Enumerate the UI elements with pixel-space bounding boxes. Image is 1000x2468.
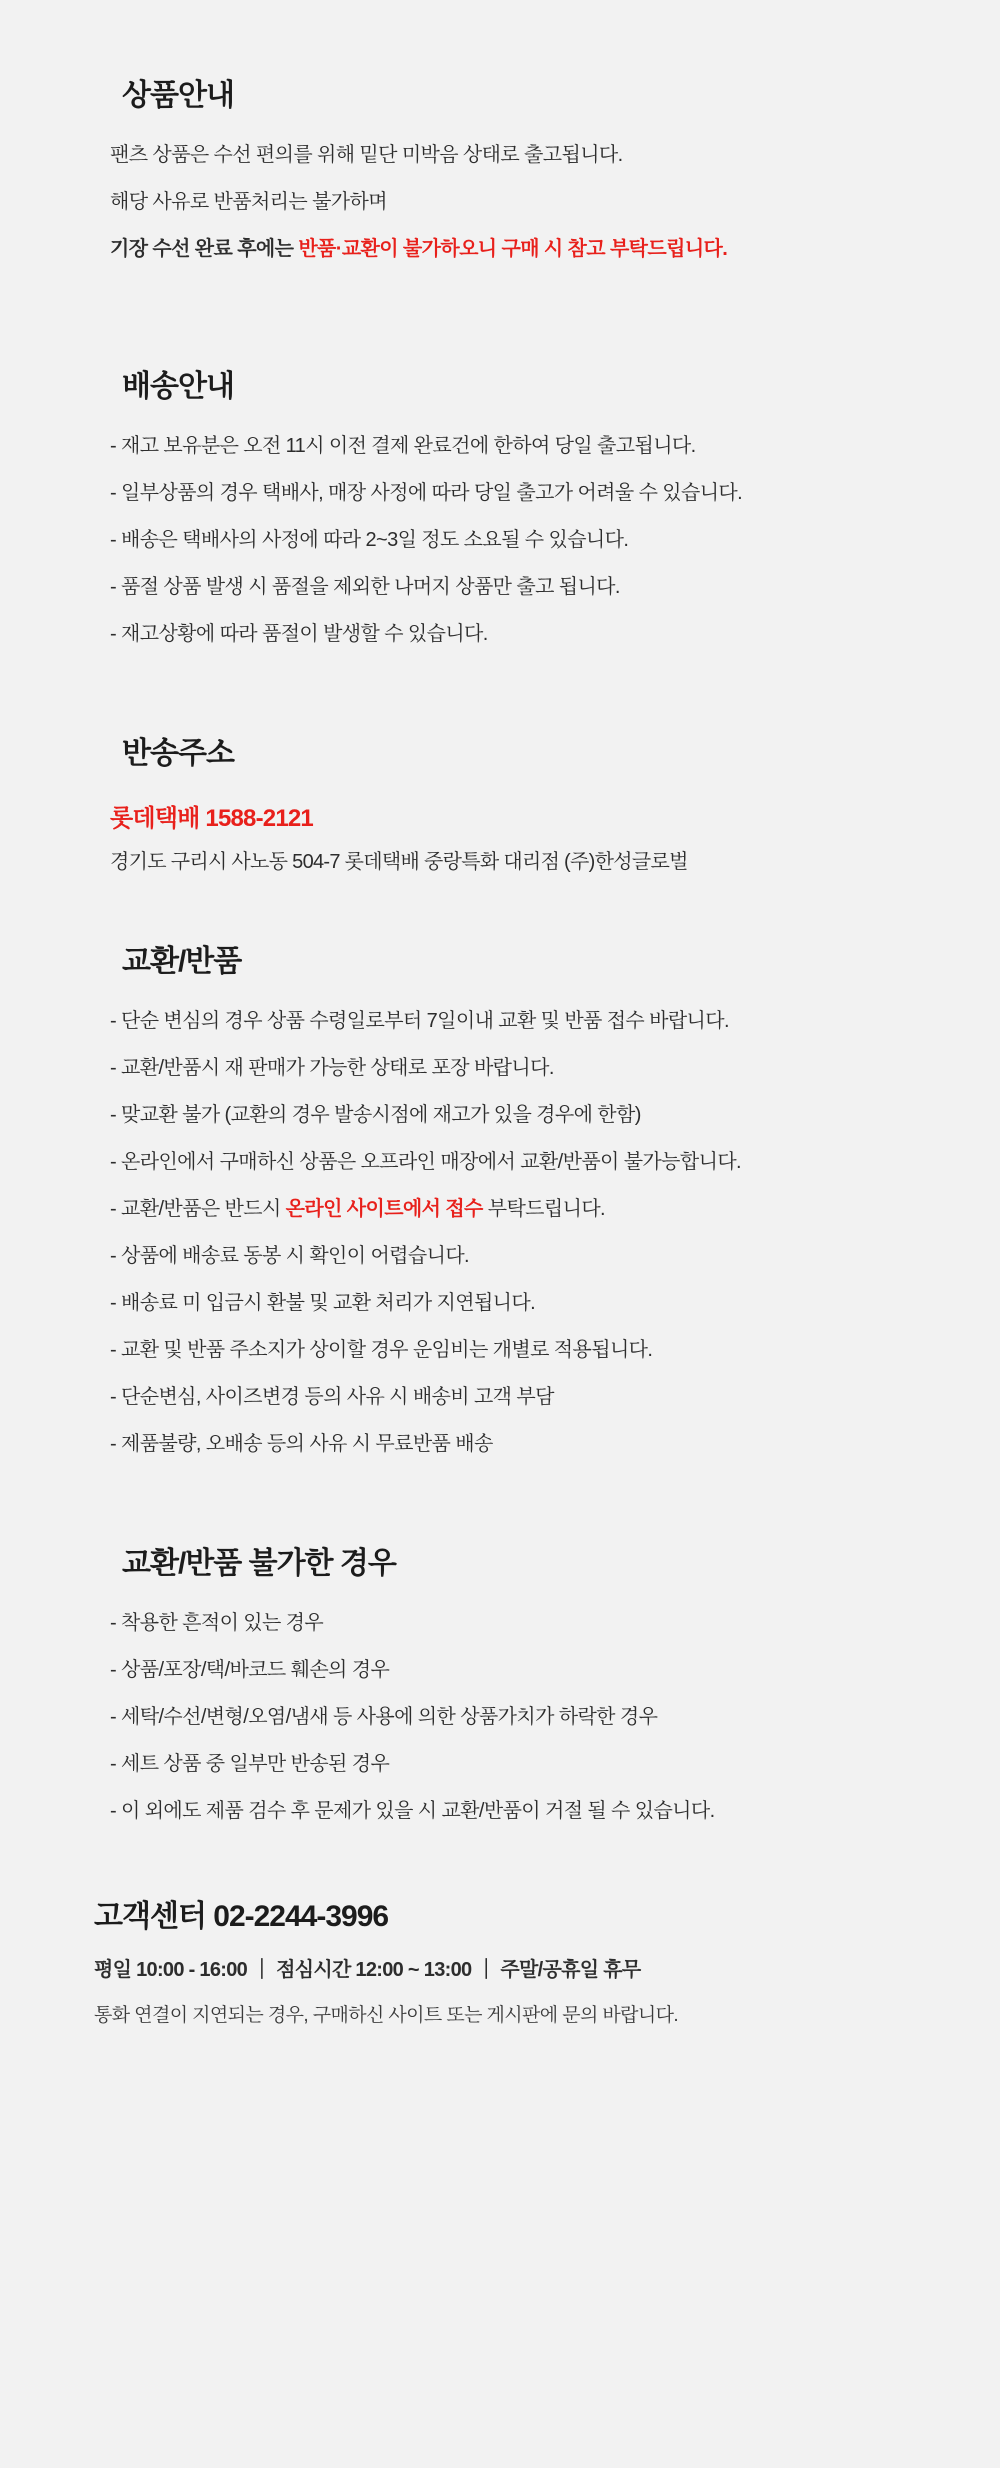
exchange-item: - 상품에 배송료 동봉 시 확인이 어렵습니다. bbox=[110, 1245, 469, 1267]
exchange-item: - 온라인에서 구매하신 상품은 오프라인 매장에서 교환/반품이 불가능합니다. bbox=[110, 1151, 741, 1173]
product-notice-line-3-prefix: 기장 수선 완료 후에는 bbox=[110, 238, 299, 260]
section-shipping bbox=[110, 361, 910, 650]
product-notice-line-2: 해당 사유로 반품처리는 불가하며 bbox=[110, 191, 387, 213]
section-return-address bbox=[110, 728, 910, 874]
section-not-allowed bbox=[110, 1538, 910, 1827]
section-customer-center bbox=[94, 1891, 910, 2027]
product-notice-line-3 bbox=[110, 234, 910, 265]
not-allowed-item: - 상품/포장/택/바코드 훼손의 경우 bbox=[110, 1659, 390, 1681]
courier-phone: 롯데택배 1588-2121 bbox=[110, 805, 313, 832]
section-exchange-return bbox=[110, 936, 910, 1460]
shipping-item: - 재고상황에 따라 품절이 발생할 수 있습니다. bbox=[110, 623, 488, 645]
not-allowed-heading: 교환/반품 불가한 경우 bbox=[122, 1547, 396, 1580]
customer-center-note: 통화 연결이 지연되는 경우, 구매하신 사이트 또는 게시판에 문의 바랍니다. bbox=[94, 2005, 679, 2026]
exchange-item: - 맞교환 불가 (교환의 경우 발송시점에 재고가 있을 경우에 한함) bbox=[110, 1104, 641, 1126]
exchange-item-online-highlight: 온라인 사이트에서 접수 bbox=[285, 1198, 483, 1220]
exchange-item: - 교환/반품시 재 판매가 가능한 상태로 포장 바랍니다. bbox=[110, 1057, 554, 1079]
exchange-item: - 단순 변심의 경우 상품 수령일로부터 7일이내 교환 및 반품 접수 바랍니다. bbox=[110, 1010, 729, 1032]
product-notice-heading: 상품안내 bbox=[122, 79, 234, 112]
shipping-item: - 일부상품의 경우 택배사, 매장 사정에 따라 당일 출고가 어려울 수 있습니다. bbox=[110, 482, 743, 504]
customer-center-hours: 평일 10:00 - 16:00 ｜ 점심시간 12:00 ~ 13:00 ｜ 주말/공휴일 휴무 bbox=[94, 1959, 641, 1981]
shipping-item: - 배송은 택배사의 사정에 따라 2~3일 정도 소요될 수 있습니다. bbox=[110, 529, 629, 551]
not-allowed-item: - 착용한 흔적이 있는 경우 bbox=[110, 1612, 324, 1634]
exchange-item: - 교환 및 반품 주소지가 상이할 경우 운임비는 개별로 적용됩니다. bbox=[110, 1339, 653, 1361]
return-address-heading: 반송주소 bbox=[122, 737, 234, 770]
customer-center-title: 고객센터 02-2244-3996 bbox=[94, 1900, 389, 1933]
exchange-item: - 단순변심, 사이즈변경 등의 사유 시 배송비 고객 부담 bbox=[110, 1386, 554, 1408]
section-product-notice bbox=[110, 70, 910, 265]
exchange-item-online-prefix: - 교환/반품은 반드시 bbox=[110, 1198, 286, 1220]
exchange-heading: 교환/반품 bbox=[122, 945, 242, 978]
exchange-item-online-suffix: 부탁드립니다. bbox=[482, 1198, 606, 1220]
exchange-item-online bbox=[110, 1194, 910, 1225]
product-notice-line-1: 팬츠 상품은 수선 편의를 위해 밑단 미박음 상태로 출고됩니다. bbox=[110, 144, 623, 166]
exchange-item: - 제품불량, 오배송 등의 사유 시 무료반품 배송 bbox=[110, 1433, 493, 1455]
product-notice-line-3-highlight: 반품·교환이 불가하오니 구매 시 참고 부탁드립니다. bbox=[298, 238, 728, 260]
shipping-item: - 품절 상품 발생 시 품절을 제외한 나머지 상품만 출고 됩니다. bbox=[110, 576, 620, 598]
return-address-text: 경기도 구리시 사노동 504-7 롯데택배 중랑특화 대리점 (주)한성글로벌 bbox=[110, 851, 688, 873]
not-allowed-item: - 세탁/수선/변형/오염/냄새 등 사용에 의한 상품가치가 하락한 경우 bbox=[110, 1706, 658, 1728]
shipping-heading: 배송안내 bbox=[122, 370, 234, 403]
exchange-item: - 배송료 미 입금시 환불 및 교환 처리가 지연됩니다. bbox=[110, 1292, 536, 1314]
not-allowed-item: - 세트 상품 중 일부만 반송된 경우 bbox=[110, 1753, 390, 1775]
shipping-item: - 재고 보유분은 오전 11시 이전 결제 완료건에 한하여 당일 출고됩니다. bbox=[110, 435, 696, 457]
not-allowed-item: - 이 외에도 제품 검수 후 문제가 있을 시 교환/반품이 거절 될 수 있습니다. bbox=[110, 1800, 715, 1822]
